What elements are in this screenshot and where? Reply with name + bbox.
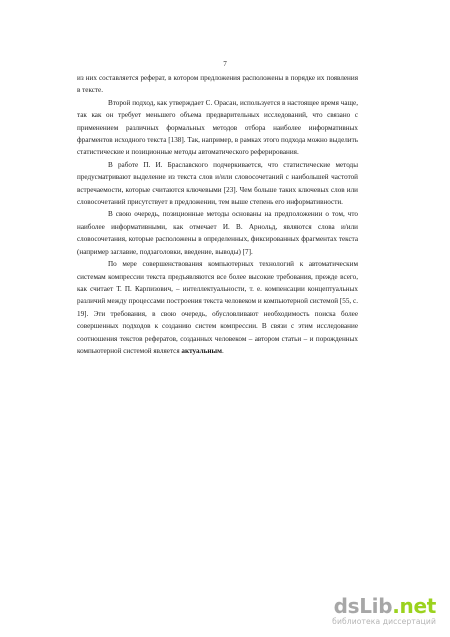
paragraph-2: Второй подход, как утверждает С. Орасан, используется в настоящее время чаще, так как он требует меньшего объема предварительных исследований, что связано с применением различных формальных методов отбора наиболее информативных фрагментов исходного текста [138]. Так, например, в рамках этого подхода можно выделить статистические и позиционные методы автоматического реферирования.: [77, 98, 358, 157]
paragraph-5-text: По мере совершенствования компьютерных технологий к автоматическим системам компрессии текста предъявляются все более высокие требования, прежде всего, как считает Т. П. Карпизович, – интеллектуальности, т. е. компенсации концептуальных различий между процессами построения текста человеком и компьютерной системой [55, с. 19]. Эти требования, в свою очередь, обусловливают необходимость поиска более совершенных подходов к созданию систем компрессии. В связи с этим исследование соотношения текстов рефератов, созданных человеком – автором статьи – и порожденных компьютерной системой является: [77, 260, 358, 355]
watermark-subtitle: библиотека диссертаций: [332, 617, 436, 626]
watermark: [326, 595, 436, 627]
paragraph-1: из них составляется реферат, в котором предложения расположены в порядке их появления в тексте.: [77, 74, 358, 95]
page-number: 7: [223, 60, 227, 68]
watermark-logo-main: dsLib: [333, 594, 393, 618]
watermark-logo-accent: .net: [392, 594, 436, 618]
emphasis-word: актуальным: [181, 346, 222, 355]
watermark-logo: [326, 595, 436, 617]
paragraph-5: [77, 258, 358, 357]
final-punctuation: .: [221, 346, 224, 355]
body-text: [77, 72, 358, 357]
paragraph-3: В работе П. И. Браславского подчеркивается, что статистические методы предусматривают выделение из текста слов и/или словосочетаний с наибольшей частотой встречаемости, которые считаются ключевыми [23]. Чем больше таких ключевых слов или словосочетаний присутствует в предложении, тем выше степень его информативности.: [77, 160, 358, 207]
paragraph-4: В свою очередь, позиционные методы основаны на предположении о том, что наиболее информативными, как отмечает И. В. Арнольд, являются слова и/или словосочетания, которые расположены в определенных, фиксированных фрагментах текста (например заглавие, подзаголовки, введение, выводы) [7].: [77, 210, 358, 256]
